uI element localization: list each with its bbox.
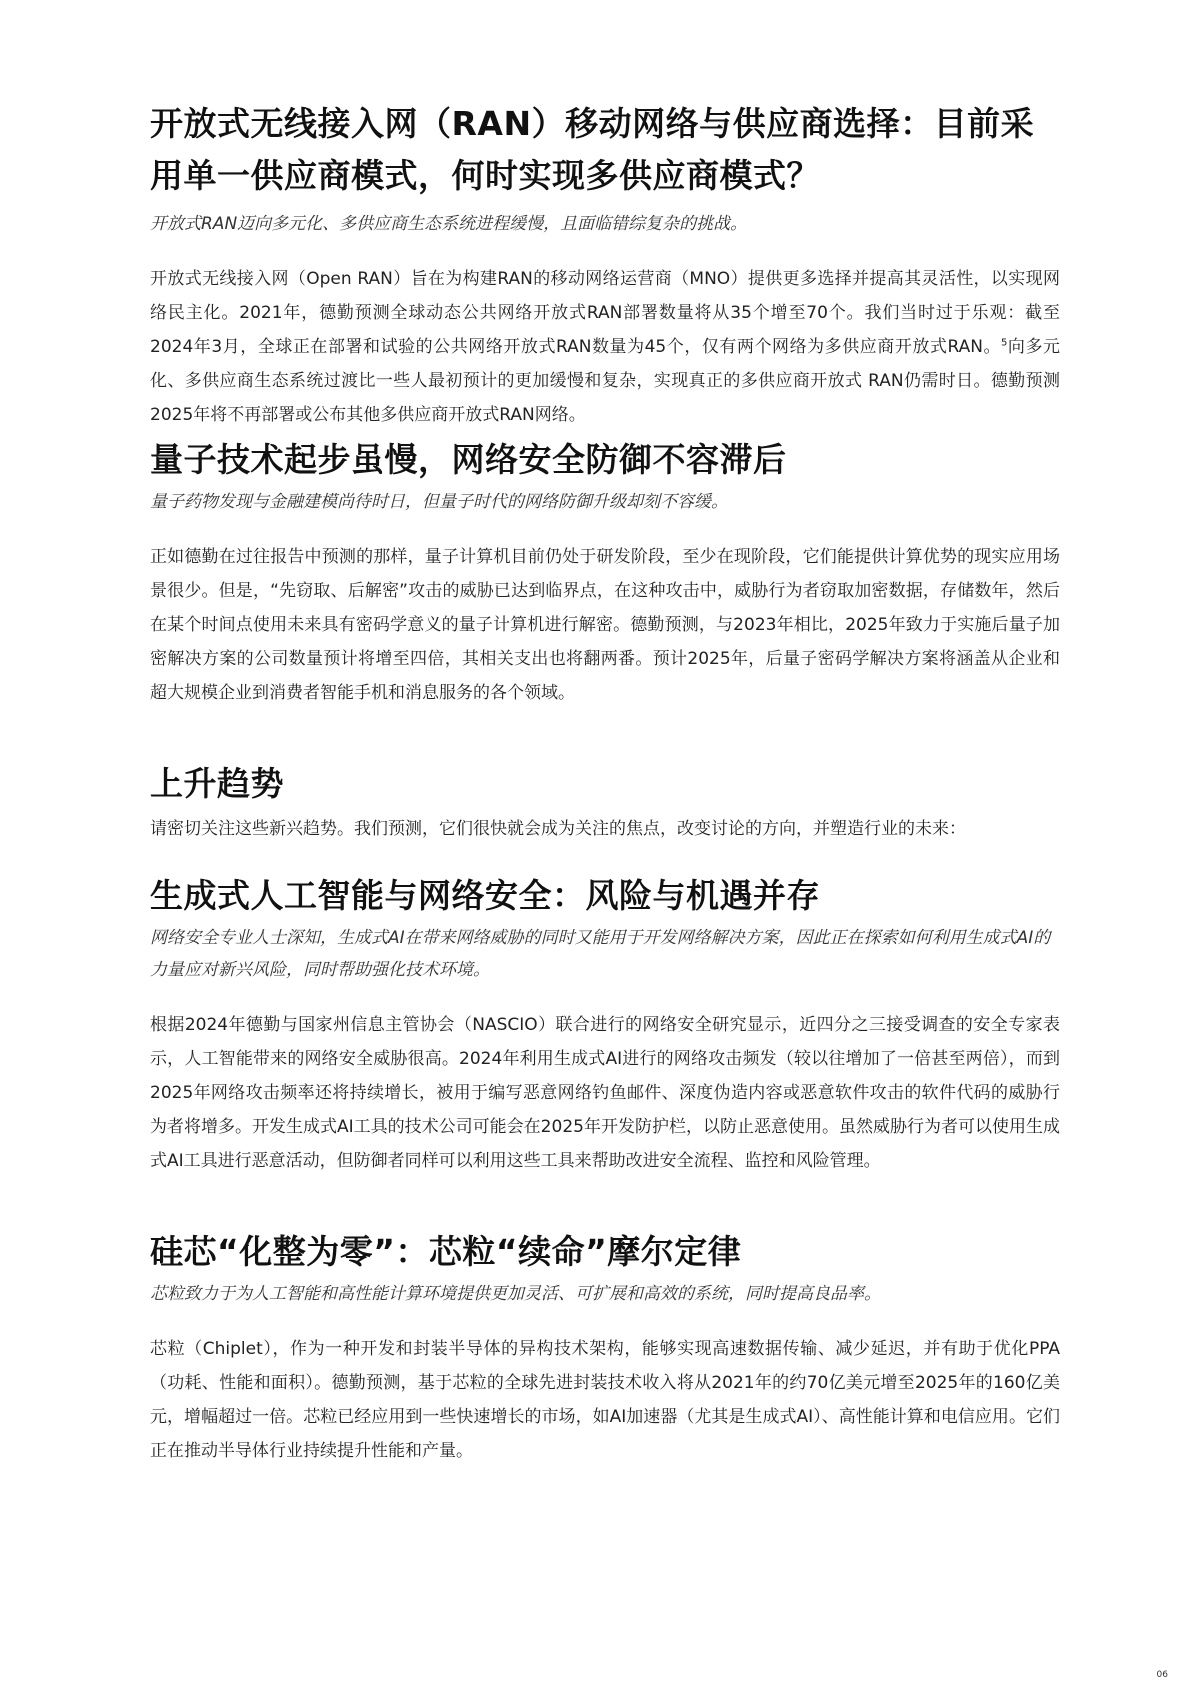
section-chiplet [150,1226,1060,1468]
section-subtitle: 量子药物发现与金融建模尚待时日，但量子时代的网络防御升级却刻不容缓。 [150,492,728,512]
section-subtitle: 开放式RAN迈向多元化、多供应商生态系统进程缓慢，且面临错综复杂的挑战。 [150,214,748,234]
section-title: 上升趋势 [150,764,284,803]
section-body: 芯粒（Chiplet），作为一种开发和封装半导体的异构技术架构，能够实现高速数据传输、减少延迟，并有助于优化PPA（功耗、性能和面积）。德勤预测，基于芯粒的全球先进封装技术收入将从2021年的约70亿美元增至2025年的160亿美元，增幅超过一倍。芯粒已经应用到一些快速增长的市场，如AI加速器（尤其是生成式AI）、高性能计算和电信应用。它们正在推动半导体行业持续提升性能和产量。 [150,1339,1060,1461]
body-text: 向多元化、多供应商生态系统过渡比一些人最初预计的更加缓慢和复杂，实现真正的多供应商开放式 RAN仍需时日。德勤预测2025年将不再部署或公布其他多供应商开放式RAN网络。 [150,337,1060,425]
page-number: 06 [1156,1670,1168,1680]
section-body: 正如德勤在过往报告中预测的那样，量子计算机目前仍处于研发阶段，至少在现阶段，它们能提供计算优势的现实应用场景很少。但是，“先窃取、后解密”攻击的威胁已达到临界点，在这种攻击中，威胁行为者窃取加密数据，存储数年，然后在某个时间点使用未来具有密码学意义的量子计算机进行解密。德勤预测，与2023年相比，2025年致力于实施后量子加密解决方案的公司数量预计将增至四倍，其相关支出也将翻两番。预计2025年，后量子密码学解决方案将涵盖从企业和超大规模企业到消费者智能手机和消息服务的各个领域。 [150,547,1060,703]
footnote-marker[interactable]: 5 [1001,337,1008,349]
section-quantum [150,434,1060,710]
section-body: 根据2024年德勤与国家州信息主管协会（NASCIO）联合进行的网络安全研究显示，近四分之三接受调查的安全专家表示，人工智能带来的网络安全威胁很高。2024年利用生成式AI进行的网络攻击频发（较以往增加了一倍甚至两倍），而到2025年网络攻击频率还将持续增长，被用于编写恶意网络钓鱼邮件、深度伪造内容或恶意软件攻击的软件代码的威胁行为者将增多。开发生成式AI工具的技术公司可能会在2025年开发防护栏，以防止恶意使用。虽然威胁行为者可以使用生成式AI工具进行恶意活动，但防御者同样可以利用这些工具来帮助改进安全流程、监控和风险管理。 [150,1015,1060,1171]
section-open-ran [150,98,1060,432]
section-subtitle: 网络安全专业人士深知，生成式AI在带来网络威胁的同时又能用于开发网络解决方案，因此正在探索如何利用生成式AI的力量应对新兴风险，同时帮助强化技术环境。 [150,928,1051,980]
body-text: 开放式无线接入网（Open RAN）旨在为构建RAN的移动网络运营商（MNO）提供更多选择并提高其灵活性，以实现网络民主化。2021年，德勤预测全球动态公共网络开放式RAN部署数量将从35个增至70个。我们当时过于乐观：截至2024年3月，全球正在部署和试验的公共网络开放式RAN数量为45个，仅有两个网络为多供应商开放式RAN。 [150,269,1060,357]
section-body: 请密切关注这些新兴趋势。我们预测，它们很快就会成为关注的焦点，改变讨论的方向，并塑造行业的未来： [150,819,966,839]
section-title: 生成式人工智能与网络安全：风险与机遇并存 [150,876,820,915]
section-title: 硅芯“化整为零”：芯粒“续命”摩尔定律 [150,1232,742,1271]
section-subtitle: 芯粒致力于为人工智能和高性能计算环境提供更加灵活、可扩展和高效的系统，同时提高良品率。 [150,1284,881,1304]
section-title: 开放式无线接入网（RAN）移动网络与供应商选择：目前采用单一供应商模式，何时实现多供应商模式？ [150,104,1035,195]
section-body [150,262,1060,432]
section-rising-trends [150,758,1060,846]
section-genai-security [150,870,1060,1178]
section-title: 量子技术起步虽慢，网络安全防御不容滞后 [150,440,787,479]
